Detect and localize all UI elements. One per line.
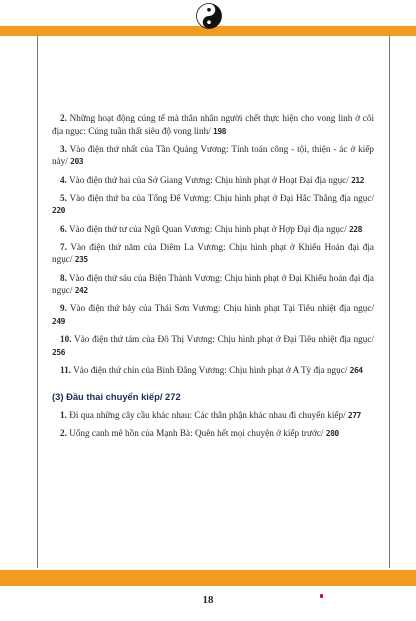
entry-number: 2. [60,428,67,439]
toc-content [52,112,374,445]
entry-text: Đi qua những cây cầu khác nhau: Các thân phận khác nhau đi chuyển kiếp/ [66,410,348,421]
footer-accent-bar [0,570,416,586]
entry-number: 5. [60,192,67,203]
page-number: 18 [202,594,214,606]
entry-number: 9. [60,303,67,314]
red-mark [320,594,323,598]
entry-text: Vào điện thứ ba của Tống Đế Vương: Chịu hình phạt ở Đại Hắc Thằng địa ngục/ [66,192,374,203]
entry-number: 11. [60,364,71,375]
toc-entry [52,241,374,267]
entry-text: Vào điện thứ chín của Bình Đẳng Vương: Chịu hình phạt ở A Tỳ địa ngục/ [70,364,350,375]
entry-text: Uống canh mê hồn của Mạnh Bà: Quên hết mọi chuyện ở kiếp trước/ [66,428,326,439]
entry-text: Vào điện thứ bảy của Thái Sơn Vương: Chịu hình phạt Tại Tiêu nhiệt địa ngục/ [66,303,374,314]
section-page-ref: 272 [165,391,181,403]
entry-page-ref: 220 [52,206,65,216]
toc-list-reincarnation [52,409,374,441]
entry-page-ref: 280 [325,429,339,439]
toc-entry [52,174,374,188]
entry-text: Vào điện thứ tám của Đô Thị Vương: Chịu hình phạt ở Đại Tiêu nhiệt địa ngục/ [71,334,374,345]
section-title: (3) Đầu thai chuyển kiếp/ [52,391,166,403]
toc-entry [52,192,374,218]
toc-entry [52,302,374,328]
toc-entry [52,272,374,298]
toc-list-hell-courts [52,112,374,377]
entry-text: Vào điện thứ hai của Sở Giang Vương: Chịu hình phạt ở Hoạt Đại địa ngục/ [66,174,352,185]
entry-text: Vào điện thứ nhất của Tần Quảng Vương: Tính toán công - tội, thiện - ác ở kiếp này/ [52,143,374,167]
entry-page-ref: 249 [52,316,65,326]
entry-page-ref: 242 [74,286,88,296]
entry-number: 4. [60,174,67,185]
entry-page-ref: 264 [349,365,363,375]
entry-text: Những hoạt động cúng tế mà thân nhân người chết thực hiện cho vong linh ở cõi địa ngục: Cúng tuần thất siêu độ vong linh/ [52,113,374,136]
entry-number: 1. [60,410,67,421]
entry-number: 3. [60,143,67,154]
toc-entry [52,143,374,169]
entry-page-ref: 235 [74,255,88,265]
entry-page-ref: 277 [347,411,361,421]
yin-yang-icon [196,3,222,29]
entry-number: 8. [60,272,67,283]
entry-page-ref: 212 [351,175,365,185]
entry-number: 7. [60,241,67,252]
toc-entry [52,112,374,138]
entry-text: Vào điện thứ tư của Ngũ Quan Vương: Chịu hình phạt ở Hợp Đại địa ngục/ [66,223,349,234]
entry-page-ref: 256 [52,347,65,357]
entry-text: Vào điện thứ sáu của Biện Thành Vương: Chịu hình phạt ở Đại Khiếu hoán đại địa ngục/ [52,272,374,296]
entry-text: Vào điện thứ năm của Diêm La Vương: Chịu hình phạt ở Khiếu Hoán đại địa ngục/ [52,241,374,265]
section-heading [52,391,374,404]
entry-number: 10. [60,334,72,345]
toc-entry [52,364,374,378]
entry-page-ref: 228 [348,224,362,234]
toc-entry [52,409,374,423]
entry-page-ref: 198 [213,126,226,136]
entry-page-ref: 203 [70,157,84,167]
toc-entry [52,427,374,441]
toc-entry [52,223,374,237]
toc-entry [52,333,374,359]
entry-number: 6. [60,223,67,234]
entry-number: 2. [60,113,67,123]
